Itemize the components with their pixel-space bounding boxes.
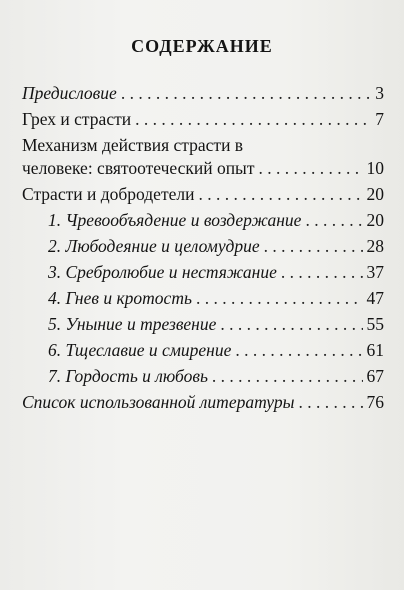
toc-entry-lust (22, 235, 384, 258)
toc-entry-label: 5. Уныние и трезвение (48, 314, 217, 334)
toc-entry-avarice (22, 261, 384, 284)
leader-dots (281, 261, 363, 284)
leader-dots (135, 108, 371, 131)
toc-entry-page: 20 (366, 184, 384, 204)
leader-dots (235, 339, 362, 362)
leader-dots (196, 287, 363, 310)
toc-title: СОДЕРЖАНИЕ (131, 36, 273, 56)
leader-dots (220, 313, 362, 336)
toc-entry-page: 28 (366, 236, 384, 256)
toc-entry-preface (22, 82, 384, 105)
leader-dots (121, 82, 371, 105)
toc-entry-page: 37 (366, 262, 384, 282)
leader-dots (264, 235, 363, 258)
toc-entry-label: 6. Тщеславие и смирение (48, 340, 232, 360)
toc-entry-label: 1. Чревообъядение и воздержание (48, 210, 302, 230)
leader-dots (258, 157, 362, 180)
leader-dots (212, 365, 363, 388)
toc-entry-label: 3. Сребролюбие и нестяжание (48, 262, 277, 282)
toc-entry-page: 7 (375, 109, 384, 129)
toc-entry-despondency (22, 313, 384, 336)
toc-entry-vainglory (22, 339, 384, 362)
toc-entry-page: 10 (366, 158, 384, 178)
toc-entry-label: Страсти и добродетели (22, 184, 195, 204)
toc-entry-label: 2. Любодеяние и целомудрие (48, 236, 260, 256)
leader-dots (305, 209, 362, 232)
toc-entry-label: 4. Гнев и кротость (48, 288, 192, 308)
toc-entry-page: 67 (366, 366, 384, 386)
toc-entry-gluttony (22, 209, 384, 232)
toc-entry-anger (22, 287, 384, 310)
toc-entry-page: 20 (366, 210, 384, 230)
toc-entry-label: Грех и страсти (22, 109, 132, 129)
toc-entry-bibliography (22, 391, 384, 414)
toc-entry-mechanism (22, 157, 384, 180)
toc-list (22, 76, 384, 414)
toc-entry-label: Предисловие (22, 83, 117, 103)
toc-entry-passions-virtues (22, 183, 384, 206)
toc-entry-label: человеке: святоотеческий опыт (22, 158, 255, 178)
toc-entry-label: 7. Гордость и любовь (48, 366, 208, 386)
leader-dots (298, 391, 362, 414)
toc-entry-mechanism-line1: Механизм действия страсти в (22, 135, 244, 155)
toc-entry-label: Список использованной литературы (22, 392, 295, 412)
leader-dots (198, 183, 362, 206)
toc-entry-page: 76 (366, 392, 384, 412)
toc-entry-page: 47 (366, 288, 384, 308)
toc-entry-page: 3 (375, 83, 384, 103)
toc-entry-page: 55 (366, 314, 384, 334)
toc-entry-sin-passions (22, 108, 384, 131)
toc-entry-pride (22, 365, 384, 388)
toc-entry-page: 61 (366, 340, 384, 360)
